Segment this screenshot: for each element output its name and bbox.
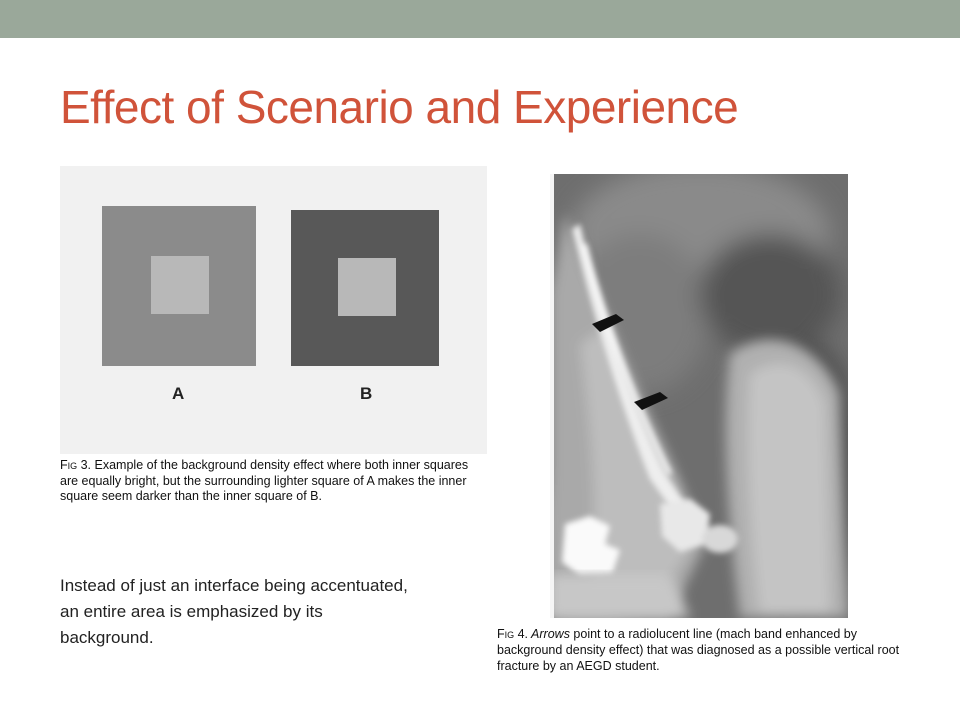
figure-4-radiograph xyxy=(550,174,848,618)
square-a xyxy=(102,206,256,366)
top-accent-bar xyxy=(0,0,960,38)
figure-3-caption-prefix: Fig 3. xyxy=(60,458,92,472)
label-b: B xyxy=(360,384,373,403)
body-text: Instead of just an interface being accentuated, an entire area is emphasized by its background. xyxy=(60,576,408,647)
figure-3-caption-text: Example of the background density effect where both inner squares are equally bright, but the surrounding lighter square of A makes the inner square seem darker than the inner square of B. xyxy=(60,458,469,503)
figure-3 xyxy=(60,166,487,516)
radiograph-image xyxy=(550,174,848,618)
figure-4-caption-text: point to a radiolucent line (mach band enhanced by background density effect) that was diagnosed as a possible vertical root fracture by an AEGD student. xyxy=(497,627,900,673)
figure-4-caption-prefix: Fig 4. xyxy=(497,627,529,641)
label-a: A xyxy=(172,384,185,403)
square-b xyxy=(291,210,439,366)
figure-3-caption xyxy=(60,458,487,505)
figure-3-image xyxy=(60,166,487,454)
figure-4-caption-italic: Arrows xyxy=(528,627,570,641)
slide-title: Effect of Scenario and Experience xyxy=(60,81,739,133)
figure-4-caption xyxy=(497,626,917,674)
square-b-inner xyxy=(338,258,396,316)
square-a-inner xyxy=(151,256,209,314)
